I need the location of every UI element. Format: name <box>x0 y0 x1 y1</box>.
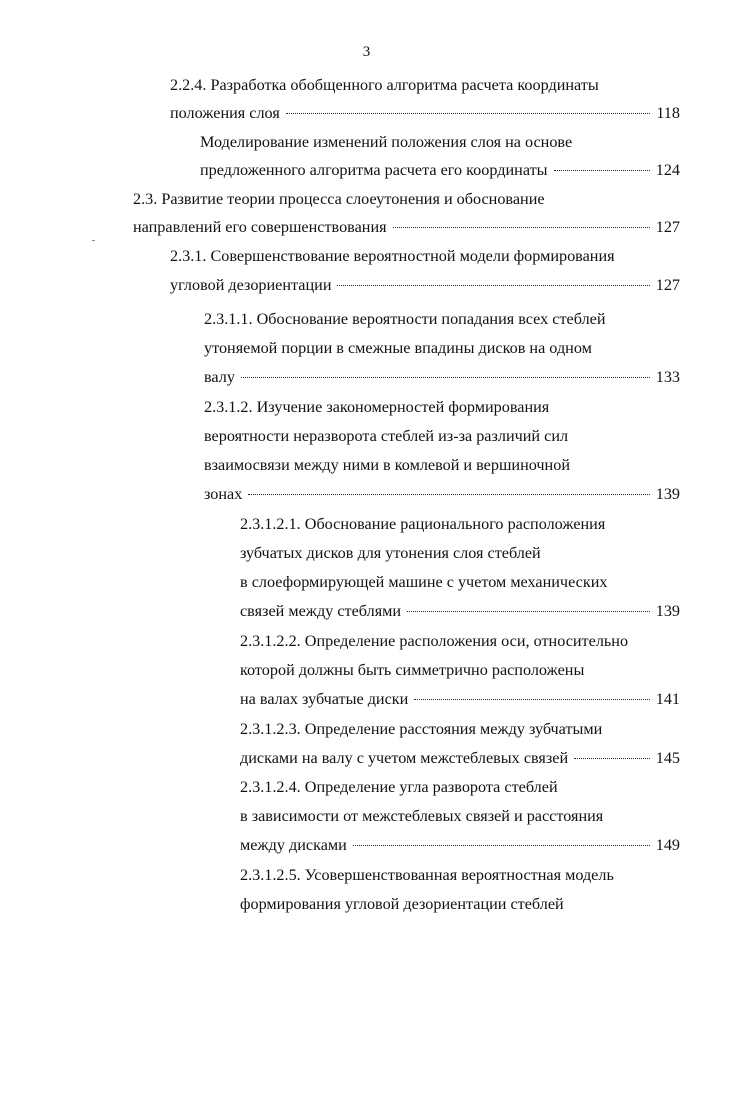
toc-entry-text: направлений его совершенствования <box>133 218 387 236</box>
toc-entry-text: зонах <box>204 485 243 503</box>
dot-leader <box>414 699 649 700</box>
toc-page-number: 149 <box>655 836 680 854</box>
toc-entry-2-2-4-last-line <box>170 99 680 127</box>
toc-entry-text: валу <box>204 368 235 386</box>
toc-page-number: 133 <box>655 368 680 386</box>
toc-page-number: 145 <box>655 749 680 767</box>
toc-page-number: 127 <box>655 218 680 236</box>
toc-entry-2-3-1-2-5-line-1: 2.3.1.2.5. Усовершенствованная вероятностная модель <box>240 866 614 884</box>
toc-entry-2-3-1-2-2-line-1: 2.3.1.2.2. Определение расположения оси, относительно <box>240 632 629 650</box>
toc-entry-2-3-1-2-5-line-2: формирования угловой дезориентации стеблей <box>240 895 564 913</box>
toc-page-number: 127 <box>655 276 680 294</box>
toc-entry-2-3-last-line <box>133 213 680 241</box>
toc-entry-2-3-1-2-3-line-1: 2.3.1.2.3. Определение расстояния между зубчатыми <box>240 720 603 738</box>
toc-entry-2-3-1-1-line-1: 2.3.1.1. Обоснование вероятности попадания всех стеблей <box>204 310 606 328</box>
toc-entry-2-2-4-line-1: 2.2.4. Разработка обобщенного алгоритма расчета координаты <box>170 76 599 94</box>
toc-entry-2-3-1-2-last-line <box>204 480 680 508</box>
toc-entry-2-3-1-last-line <box>170 271 680 299</box>
toc-entry-2-3-1-2-4-last-line <box>240 831 680 859</box>
dot-leader <box>241 377 650 378</box>
toc-entry-2-3-1-2-3-last-line <box>240 744 680 772</box>
dot-leader <box>393 227 650 228</box>
toc-entry-2-3-1-2-line-1: 2.3.1.2. Изучение закономерностей формирования <box>204 398 550 416</box>
toc-entry-text: угловой дезориентации <box>170 276 332 294</box>
toc-entry-2-3-1-2-line-2: вероятности неразворота стеблей из-за различий сил <box>204 427 569 445</box>
dot-leader <box>574 758 650 759</box>
toc-entry-text: на валах зубчатые диски <box>240 690 409 708</box>
toc-entry-text: связей между стеблями <box>240 602 402 620</box>
toc-entry-2-3-line-1: 2.3. Развитие теории процесса слоеутонения и обоснование <box>133 190 545 208</box>
dot-leader <box>286 113 651 114</box>
toc-entry-2-3-1-2-1-line-1: 2.3.1.2.1. Обоснование рационального расположения <box>240 515 606 533</box>
toc-entry-2-3-1-2-line-3: взаимосвязи между ними в комлевой и вершиночной <box>204 456 570 474</box>
toc-entry-text: положения слоя <box>170 104 280 122</box>
toc-entry-2-3-1-2-2-last-line <box>240 685 680 713</box>
toc-entry-2-3-1-2-4-line-2: в зависимости от межстеблевых связей и расстояния <box>240 807 604 825</box>
dot-leader <box>554 170 650 171</box>
toc-entry-2-3-1-2-1-line-3: в слоеформирующей машине с учетом механических <box>240 573 608 591</box>
toc-entry-2-3-1-2-1-line-2: зубчатых дисков для утонения слоя стеблей <box>240 544 541 562</box>
toc-entry-2-3-1-1-last-line <box>204 363 680 391</box>
page-number: 3 <box>362 44 371 60</box>
toc-page-number: 124 <box>655 161 680 179</box>
dot-leader <box>353 845 650 846</box>
toc-page-number: 118 <box>656 104 680 122</box>
toc-entry-2-3-1-1-line-2: утоняемой порции в смежные впадины дисков на одном <box>204 339 592 357</box>
toc-entry-modeling-last-line <box>200 156 680 184</box>
toc-entry-text: предложенного алгоритма расчета его координаты <box>200 161 548 179</box>
toc-entry-2-3-1-2-4-line-1: 2.3.1.2.4. Определение угла разворота стеблей <box>240 778 558 796</box>
dot-leader <box>337 285 649 286</box>
dot-leader <box>407 611 650 612</box>
scan-artifact-mark <box>92 240 95 241</box>
toc-entry-2-3-1-2-1-last-line <box>240 597 680 625</box>
toc-entry-2-3-1-line-1: 2.3.1. Совершенствование вероятностной модели формирования <box>170 247 615 265</box>
toc-page-number: 141 <box>655 690 680 708</box>
toc-entry-2-3-1-2-2-line-2: которой должны быть симметрично расположены <box>240 661 585 679</box>
toc-entry-text: дисками на валу с учетом межстеблевых связей <box>240 749 569 767</box>
toc-page-number: 139 <box>655 602 680 620</box>
toc-entry-text: между дисками <box>240 836 347 854</box>
toc-entry-modeling-line-1: Моделирование изменений положения слоя на основе <box>200 133 573 151</box>
dot-leader <box>248 494 649 495</box>
toc-page-number: 139 <box>655 485 680 503</box>
